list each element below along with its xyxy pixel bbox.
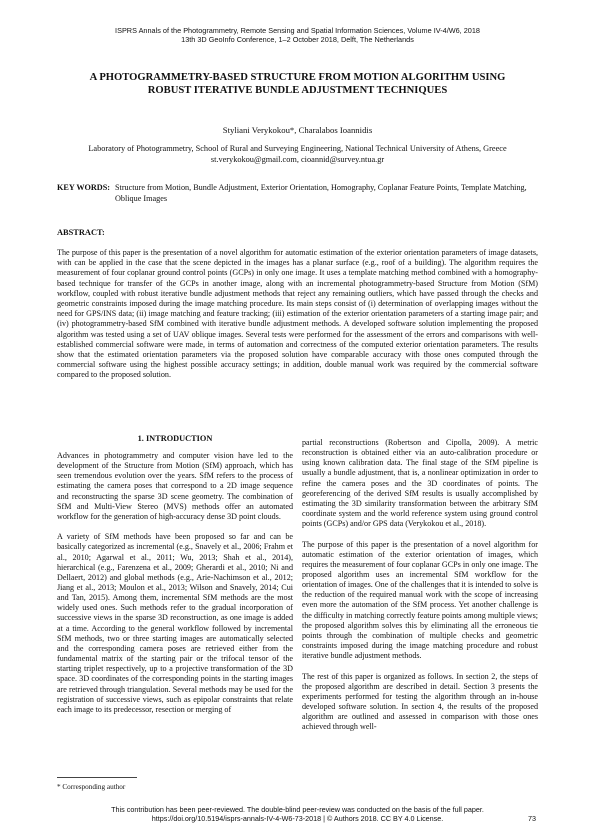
keywords-text: Structure from Motion, Bundle Adjustment, Exterior Orientation, Homography, Coplanar Feature Points, Template Matching, Oblique Images <box>115 183 527 203</box>
doi-license-line: https://doi.org/10.5194/isprs-annals-IV-4-W6-73-2018 | © Authors 2018. CC BY 4.0 License. <box>151 814 444 824</box>
affiliation <box>60 144 535 165</box>
right-column <box>302 438 538 743</box>
affiliation-line1: Laboratory of Photogrammetry, School of Rural and Surveying Engineering, National Technical University of Athens, Greece <box>88 144 507 153</box>
intro-paragraph: A variety of SfM methods have been proposed so far and can be basically categorized as incremental (e.g., Snavely et al., 2006; Frahm et al., 2010; Agarwal et al., 2011; Wu, 2013; Shah et al., 2014), hierarchical (e.g., Farenzena et al., 2009; Gherardi et al., 2010; Ni and Dellaert, 2012) and global methods (e.g., Arie-Nachimson et al., 2012; Jiang et al., 2013; Moulon et al., 2013; Wilson and Snavely, 2014; Cui and Tan, 2015). Among them, incremental SfM methods are the most widely used ones. Such methods refer to the gradual incorporation of successive views in the sparse 3D reconstruction, as one image is added at a time. According to the general workflow followed by incremental SfM methods, two or three starting images are automatically selected and the corresponding camera poses are retrieved either from the fundamental matrix of the starting pair or the trifocal tensor of the starting triplet respectively, up to a projective transformation of the 3D space. 3D coordinates of the corresponding points in the starting images are retrieved through triangulation. Several methods may be used for the registration of successive views, such as epipolar constraints that relate each image to its predecessor, resection or merging of <box>57 532 293 714</box>
author-list: Styliani Verykokou*, Charalabos Ioannidis <box>222 125 373 135</box>
intro-paragraph: partial reconstructions (Robertson and Cipolla, 2009). A metric reconstruction is obtained either via an auto-calibration procedure or using known calibration data. The final stage of the SfM pipeline is usually a bundle adjustment, that is, a nonlinear optimization in order to refine the camera poses and the 3D coordinates of points. The georeferencing of the derived SfM results is usually accomplished by estimating the 3D similarity transformation between the arbitrary SfM coordinate system and the world reference system using ground control points (GCPs) and/or GPS data (Verykokou et al., 2018). <box>302 438 538 529</box>
keywords-block <box>57 183 539 205</box>
journal-header-line2: 13th 3D GeoInfo Conference, 1–2 October 2018, Delft, The Netherlands <box>181 35 414 45</box>
journal-header-line1: ISPRS Annals of the Photogrammetry, Remote Sensing and Spatial Information Sciences, Volume IV-4/W6, 2018 <box>115 26 480 35</box>
left-column <box>57 451 293 725</box>
author-emails: st.verykokou@gmail.com, cioannid@survey.ntua.gr <box>210 154 385 164</box>
abstract-text: The purpose of this paper is the presentation of a novel algorithm for automatic estimation of the exterior orientation parameters of image datasets, with can be applied in the case that the scene depicted in the images has a planar surface (e.g., roof of a building). The algorithm requires the measurement of four coplanar ground control points (GCPs) in only one image. It uses a template matching method combined with a homography-based technique for transfer of the GCPs in another image, along with an incremental photogrammetry-based Structure from Motion (SfM) workflow, coupled with robust iterative bundle adjustment methods that reject any remaining outliers, which have passed through the checks and geometric constraints imposed during the image matching procedure. Its main steps consist of (i) determination of overlapping images without the need for GPS/INS data; (ii) image matching and feature tracking; (iii) estimation of the exterior orientation parameters of a starting image pair; and (iv) photogrammetry-based SfM combined with iterative bundle adjustment methods. A developed software solution implementing the proposed algorithm was tested using a set of UAV oblique images. Several tests were performed for the assessment of the errors and comparisons with well-established commercial software were made, in terms of automation and correctness of the computed exterior orientation parameters. The results show that the estimated orientation parameters via the proposed solution have comparable accuracy with those ones computed through the commercial software using the highest possible accuracy settings; in addition, double manual work was required by the commercial software compared to the proposed solution. <box>57 248 538 380</box>
introduction-heading: 1. INTRODUCTION <box>137 434 213 443</box>
intro-paragraph: Advances in photogrammetry and computer vision have led to the development of the Structure from Motion (SfM) approach, which has seen tremendous evolution over the years. SfM refers to the process of estimating the camera poses that correspond to a 2D image sequence and reconstructing the sparse 3D scene geometry. The combination of SfM and Multi-View Stereo (MVS) methods offer an automated workflow for the generation of high-accuracy dense 3D point clouds. <box>57 451 293 521</box>
paper-title-line1: A PHOTOGRAMMETRY-BASED STRUCTURE FROM MOTION ALGORITHM USING <box>89 72 506 83</box>
paper-title-line2: ROBUST ITERATIVE BUNDLE ADJUSTMENT TECHNIQUES <box>147 85 448 96</box>
peer-review-note: This contribution has been peer-reviewed. The double-blind peer-review was conducted on the basis of the full paper. <box>111 805 484 814</box>
intro-paragraph: The purpose of this paper is the presentation of a novel algorithm for automatic estimation of the exterior orientation of images, which requires the measurement of four coplanar GCPs in only one image. The proposed algorithm uses an incremental SfM workflow for the orientation of images. One of the challenges that it is intended to solve is the reduction of the required manual work with the scope of increasing even more the automation of the SfM process. Yet another challenge is the difficulty in matching correctly feature points among multiple views; the proposed algorithm solves this by eliminating all the erroneous tie points through the combination of multiple checks and geometric constraints imposed during the image matching procedure and robust iterative bundle adjustment methods. <box>302 539 539 661</box>
intro-paragraph: The rest of this paper is organized as follows. In section 2, the steps of the proposed algorithm are described in detail. Section 3 presents the experiments performed for testing the algorithm through an in-house developed software solution. In section 4, the results of the proposed algorithm are outlined and assessed in comparison with those ones achieved through well- <box>302 671 538 732</box>
keywords-label: KEY WORDS: <box>57 183 110 192</box>
page-footer <box>0 805 595 823</box>
journal-header <box>0 26 595 45</box>
footnote-rule <box>57 777 137 778</box>
paper-title <box>40 71 555 97</box>
page-number: 73 <box>528 814 536 823</box>
corresponding-author-footnote: * Corresponding author <box>57 783 126 791</box>
abstract-heading: ABSTRACT: <box>57 228 105 237</box>
